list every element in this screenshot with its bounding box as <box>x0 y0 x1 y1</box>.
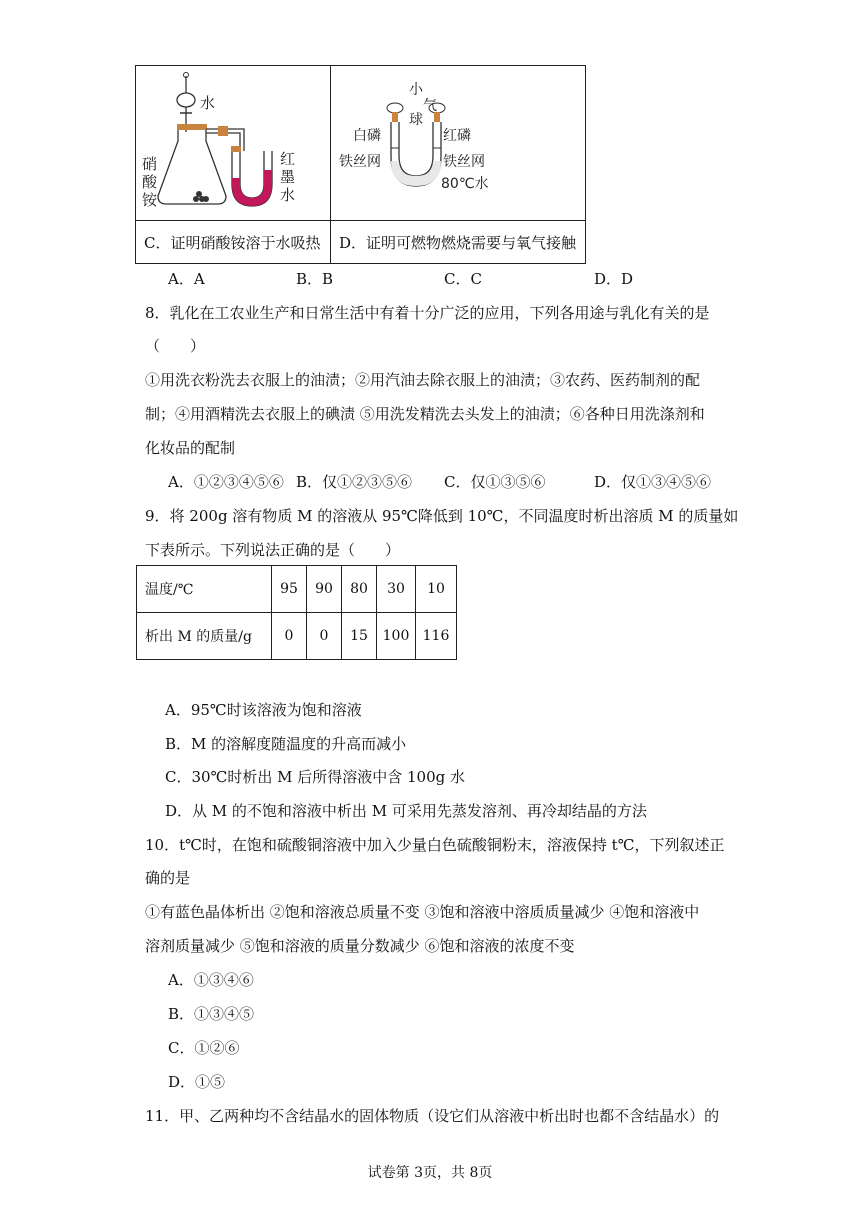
white-phosphorus-label: 白磷 <box>353 128 381 144</box>
red-phosphorus-label: 红磷 <box>443 128 471 144</box>
caption-d: D．证明可燃物燃烧需要与氧气接触 <box>331 221 586 264</box>
table-row <box>137 613 457 660</box>
ink-label-3: 水 <box>280 186 296 204</box>
temp-cell: 30 <box>377 566 416 613</box>
q9-option-b[interactable]: B．M 的溶解度随温度的升高而减小 <box>165 735 407 753</box>
q8-text-line1: ①用洗衣粉洗去衣服上的油渍；②用汽油去除衣服上的油渍；③农药、医药制剂的配 <box>145 371 701 389</box>
q10-option-a[interactable]: A．①③④⑥ <box>168 971 254 989</box>
q10-option-c[interactable]: C．①②⑥ <box>168 1039 240 1057</box>
hot-water-label: 80℃水 <box>441 176 489 192</box>
q9-option-c[interactable]: C．30℃时析出 M 后所得溶液中含 100g 水 <box>165 768 466 786</box>
mass-cell: 0 <box>307 613 342 660</box>
nitrate-label-3: 铵 <box>142 191 158 209</box>
mass-cell: 0 <box>272 613 307 660</box>
q8-option-d[interactable]: D．仅①③④⑤⑥ <box>594 473 712 491</box>
q8-option-b[interactable]: B．仅①②③⑤⑥ <box>296 473 413 491</box>
mesh-right-label: 铁丝网 <box>443 154 485 170</box>
figure-c-cell <box>136 66 331 221</box>
q7-option-b[interactable]: B．B <box>296 270 334 288</box>
mass-cell: 116 <box>416 613 457 660</box>
nitrate-label-2: 酸 <box>142 173 158 191</box>
q9-data-table <box>136 565 457 660</box>
page-footer: 试卷第 3页，共 8页 <box>367 1165 493 1181</box>
mass-cell: 100 <box>377 613 416 660</box>
balloon-label-1: 小 <box>409 82 423 98</box>
q10-text-line1: ①有蓝色晶体析出 ②饱和溶液总质量不变 ③饱和溶液中溶质质量减少 ④饱和溶液中 <box>145 903 700 921</box>
q10-option-b[interactable]: B．①③④⑤ <box>168 1005 255 1023</box>
q8-option-a[interactable]: A．①②③④⑤⑥ <box>168 473 284 491</box>
ink-label-2: 墨 <box>280 168 296 186</box>
figure-d-cell <box>331 66 586 221</box>
q7-option-d[interactable]: D．D <box>594 270 634 288</box>
q8-option-c[interactable]: C．仅①③⑤⑥ <box>444 473 546 491</box>
mass-header: 析出 M 的质量/g <box>137 613 272 660</box>
figure-table <box>135 65 586 264</box>
q11-stem-line1: 11．甲、乙两种均不含结晶水的固体物质（设它们从溶液中析出时也都不含结晶水）的 <box>145 1107 720 1125</box>
balloon-label-3: 球 <box>409 112 423 128</box>
mesh-left-label: 铁丝网 <box>339 154 381 170</box>
ink-label-1: 红 <box>280 150 296 168</box>
q8-stem-line1: 8．乳化在工农业生产和日常生活中有着十分广泛的应用，下列各用途与乳化有关的是 <box>145 304 710 322</box>
balloon-label-2: 气 <box>423 98 437 114</box>
temp-header: 温度/℃ <box>137 566 272 613</box>
q8-stem-line2: （ ） <box>145 337 206 355</box>
nitrate-label-1: 硝 <box>142 155 158 173</box>
mass-cell: 15 <box>342 613 377 660</box>
water-label: 水 <box>200 94 216 112</box>
caption-c: C．证明硝酸铵溶于水吸热 <box>136 221 331 264</box>
q9-option-d[interactable]: D．从 M 的不饱和溶液中析出 M 可采用先蒸发溶剂、再冷却结晶的方法 <box>165 802 647 820</box>
combustion-apparatus-diagram <box>331 66 585 216</box>
q10-text-line2: 溶剂质量减少 ⑤饱和溶液的质量分数减少 ⑥饱和溶液的浓度不变 <box>145 937 575 955</box>
q10-option-d[interactable]: D．①⑤ <box>168 1073 226 1091</box>
q7-option-c[interactable]: C．C <box>444 270 482 288</box>
q8-text-line3: 化妆品的配制 <box>145 439 236 457</box>
q7-option-a[interactable]: A．A <box>168 270 205 288</box>
q10-stem-line1: 10．t℃时，在饱和硫酸铜溶液中加入少量白色硫酸铜粉末，溶液保持 t℃，下列叙述正 <box>145 836 725 854</box>
table-row <box>137 566 457 613</box>
temp-cell: 80 <box>342 566 377 613</box>
q9-stem-line1: 9．将 200g 溶有物质 M 的溶液从 95℃降低到 10℃，不同温度时析出溶质 M 的质量如 <box>145 507 739 525</box>
temp-cell: 10 <box>416 566 457 613</box>
q9-stem-line2: 下表所示。下列说法正确的是（ ） <box>145 541 401 559</box>
q10-stem-line2: 确的是 <box>145 869 191 887</box>
nitrate-apparatus-diagram <box>136 66 330 216</box>
q9-option-a[interactable]: A．95℃时该溶液为饱和溶液 <box>165 701 362 719</box>
q8-text-line2: 制；④用酒精洗去衣服上的碘渍 ⑤用洗发精洗去头发上的油渍；⑥各种日用洗涤剂和 <box>145 405 705 423</box>
temp-cell: 95 <box>272 566 307 613</box>
temp-cell: 90 <box>307 566 342 613</box>
